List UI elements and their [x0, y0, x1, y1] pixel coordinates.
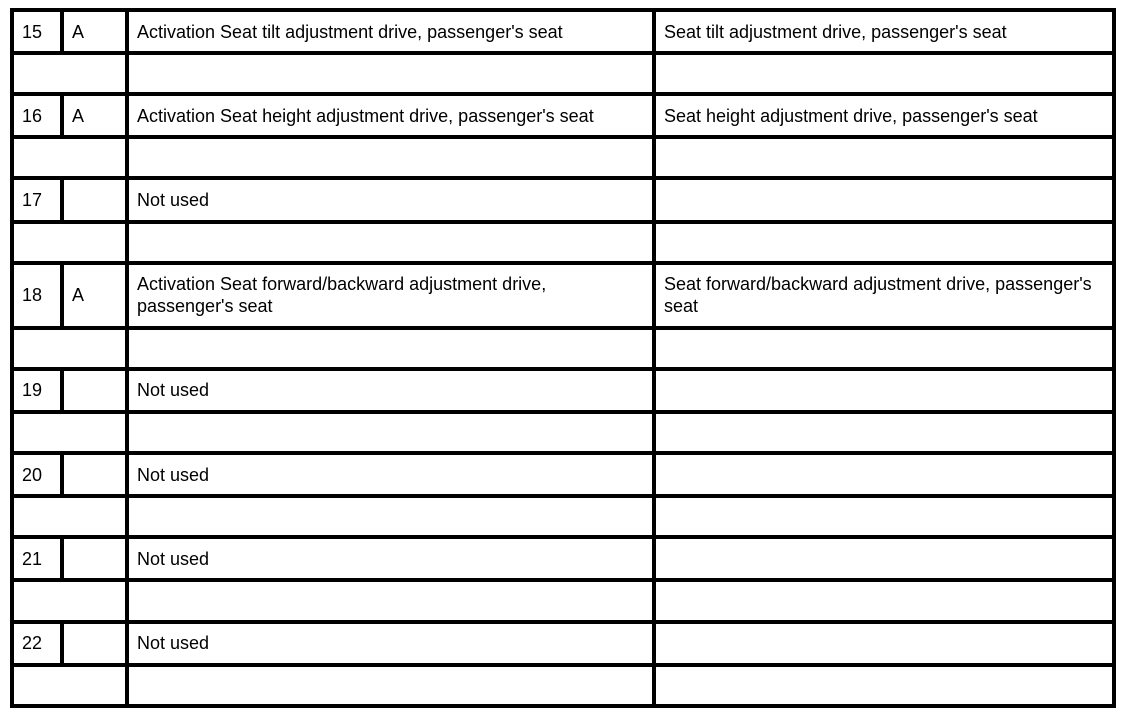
pin-number: 22	[12, 622, 62, 665]
pin-number: 21	[12, 537, 62, 580]
empty-cell	[654, 580, 1114, 621]
pin-number: 17	[12, 178, 62, 221]
pin-number: 15	[12, 10, 62, 53]
pin-type	[62, 178, 127, 221]
pin-type: A	[62, 263, 127, 328]
empty-cell	[654, 53, 1114, 94]
pin-type	[62, 537, 127, 580]
pin-function: Activation Seat tilt adjustment drive, passenger's seat	[127, 10, 654, 53]
pin-function: Activation Seat forward/backward adjustment drive, passenger's seat	[127, 263, 654, 328]
spacer-row	[12, 222, 1114, 263]
empty-cell	[127, 580, 654, 621]
spacer-row	[12, 328, 1114, 369]
empty-cell	[12, 496, 127, 537]
empty-cell	[12, 53, 127, 94]
empty-cell	[127, 665, 654, 706]
spacer-row	[12, 137, 1114, 178]
table-row	[12, 178, 1114, 221]
pin-function: Not used	[127, 178, 654, 221]
spacer-row	[12, 665, 1114, 706]
empty-cell	[654, 222, 1114, 263]
table-row	[12, 94, 1114, 137]
pin-function: Not used	[127, 453, 654, 496]
pin-assignment-table	[10, 8, 1116, 708]
spacer-row	[12, 580, 1114, 621]
empty-cell	[12, 222, 127, 263]
pin-type	[62, 622, 127, 665]
spacer-row	[12, 412, 1114, 453]
table-row	[12, 369, 1114, 412]
pin-number: 20	[12, 453, 62, 496]
empty-cell	[127, 496, 654, 537]
pin-component: Seat forward/backward adjustment drive, passenger's seat	[654, 263, 1114, 328]
empty-cell	[12, 328, 127, 369]
empty-cell	[127, 412, 654, 453]
pin-component: Seat height adjustment drive, passenger's seat	[654, 94, 1114, 137]
empty-cell	[12, 580, 127, 621]
empty-cell	[654, 328, 1114, 369]
empty-cell	[12, 137, 127, 178]
table-row	[12, 10, 1114, 53]
pin-type	[62, 369, 127, 412]
spacer-row	[12, 496, 1114, 537]
table-row	[12, 453, 1114, 496]
pin-component: Seat tilt adjustment drive, passenger's seat	[654, 10, 1114, 53]
empty-cell	[127, 53, 654, 94]
empty-cell	[654, 496, 1114, 537]
pin-number: 19	[12, 369, 62, 412]
pin-type	[62, 453, 127, 496]
table-row	[12, 622, 1114, 665]
empty-cell	[127, 222, 654, 263]
pin-function: Not used	[127, 622, 654, 665]
pin-type: A	[62, 10, 127, 53]
pin-number: 16	[12, 94, 62, 137]
empty-cell	[12, 665, 127, 706]
empty-cell	[127, 137, 654, 178]
table-row	[12, 537, 1114, 580]
pin-function: Not used	[127, 369, 654, 412]
table-row	[12, 263, 1114, 328]
spacer-row	[12, 53, 1114, 94]
pin-function: Not used	[127, 537, 654, 580]
pin-component	[654, 369, 1114, 412]
pin-function: Activation Seat height adjustment drive, passenger's seat	[127, 94, 654, 137]
empty-cell	[654, 137, 1114, 178]
pin-component	[654, 537, 1114, 580]
pin-number: 18	[12, 263, 62, 328]
pin-component	[654, 622, 1114, 665]
empty-cell	[654, 412, 1114, 453]
pin-component	[654, 453, 1114, 496]
empty-cell	[127, 328, 654, 369]
pin-type: A	[62, 94, 127, 137]
empty-cell	[12, 412, 127, 453]
empty-cell	[654, 665, 1114, 706]
pin-component	[654, 178, 1114, 221]
